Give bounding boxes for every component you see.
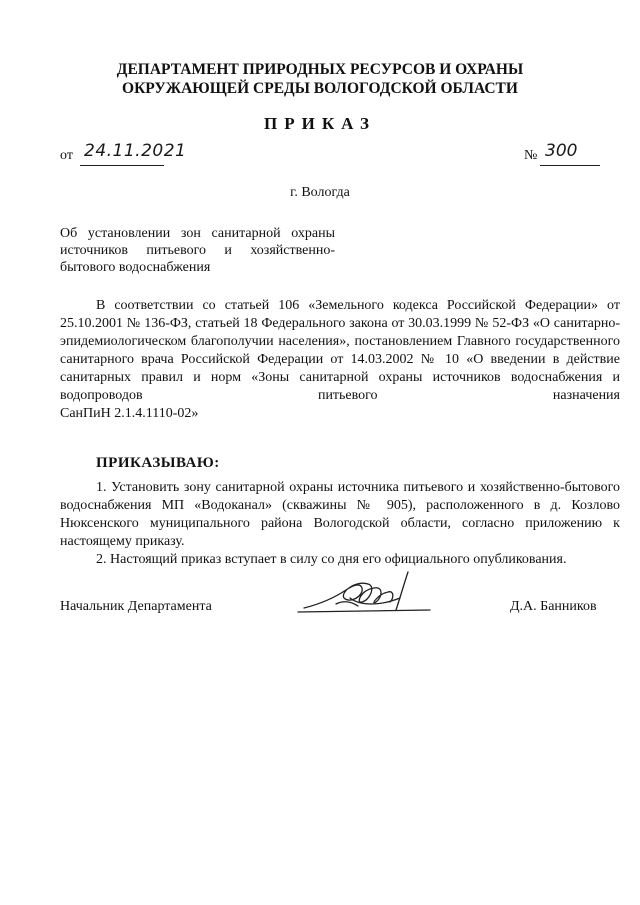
subject bbox=[60, 225, 335, 276]
date-underline bbox=[80, 165, 164, 166]
date-label: от bbox=[60, 148, 73, 163]
number-value: 300 bbox=[545, 141, 578, 161]
number-underline bbox=[540, 165, 600, 166]
subject-line-3: бытового водоснабжения bbox=[60, 260, 211, 275]
subject-line-2: источников питьевого и хозяйственно- bbox=[60, 243, 335, 258]
order-word: ПРИКАЗЫВАЮ: bbox=[96, 455, 220, 471]
city: г. Вологда bbox=[290, 185, 350, 200]
preamble bbox=[60, 297, 620, 423]
issuer-line-2: ОКРУЖАЮЩЕЙ СРЕДЫ ВОЛОГОДСКОЙ ОБЛАСТИ bbox=[122, 80, 518, 97]
handwritten-signature bbox=[290, 568, 440, 625]
issuer-line-1: ДЕПАРТАМЕНТ ПРИРОДНЫХ РЕСУРСОВ И ОХРАНЫ bbox=[116, 61, 524, 78]
date-value: 24.11.2021 bbox=[84, 141, 187, 161]
document-title: ПРИКАЗ bbox=[264, 114, 376, 133]
number-label: № bbox=[524, 148, 538, 163]
issuer-header bbox=[0, 60, 640, 98]
preamble-text: В соответствии со статьей 106 «Земельного кодекса Российской Федерации» от 25.10.2001 № 136-ФЗ, статьей 18 Федерального закона от 30.03.1999 № 52-ФЗ «О санитарно-эпидемиологическом благополучии населения», постановлением Главного государственного санитарного врача Российской Федерации от 14.03.2002 № 10 «О введении в действие санитарных правил и норм «Зоны санитарной охраны источников водоснабжения и водопроводов питьевого назначения bbox=[60, 298, 620, 403]
order-item-2: 2. Настоящий приказ вступает в силу со дня его официального опубликования. bbox=[96, 552, 567, 567]
order-items bbox=[60, 479, 620, 569]
preamble-last-line: СанПиН 2.1.4.1110-02» bbox=[60, 406, 199, 421]
subject-line-1: Об установлении зон санитарной охраны bbox=[60, 226, 335, 241]
order-item-1: 1. Установить зону санитарной охраны источника питьевого и хозяйственно-бытового водоснабжения МП «Водоканал» (скважины № 905), расположенного в д. Козлово Нюксенского муниципального района Вологодской области, согласно приложению к настоящему приказу. bbox=[60, 480, 620, 549]
signatory-position: Начальник Департамента bbox=[60, 599, 212, 614]
signatory-name: Д.А. Банников bbox=[510, 599, 597, 614]
